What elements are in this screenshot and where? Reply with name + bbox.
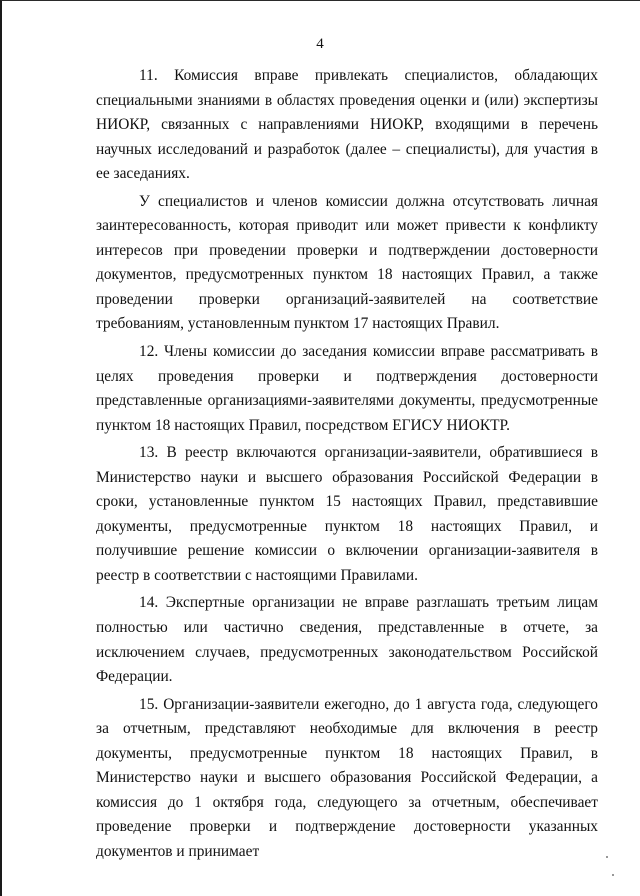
- scan-speck: [612, 874, 614, 876]
- paragraph-14: 14. Экспертные организации не вправе разглашать третьим лицам полностью или частично сведения, представленные в отчете, за исключением случаев, предусмотренных законодательством Российской Федерации.: [96, 594, 598, 686]
- paragraph-11: 11. Комиссия вправе привлекать специалистов, обладающих специальными знаниями в областях проведения оценки и (или) экспертизы НИОКР, связанных с направлениями НИОКР, входящими в перечень научных исследований и разработок (далее – специалисты), для участия в ее заседаниях.: [96, 67, 598, 183]
- paragraph-13: 13. В реестр включаются организации-заявители, обратившиеся в Министерство науки и высшего образования Российской Федерации в сроки, установленные пунктом 15 настоящих Правил, представившие документы, предусмотренные пунктом 18 настоящих Правил, и получившие решение комиссии о включении организации-заявителя в реестр в соответствии с настоящими Правилами.: [96, 444, 598, 584]
- paragraph-12: 12. Члены комиссии до заседания комиссии вправе рассматривать в целях проведения проверки и подтверждения достоверности представленные организациями-заявителями документы, предусмотренные пунктом 18 настоящих Правил, посредством ЕГИСУ НИОКТР.: [96, 343, 598, 434]
- paragraph-15: 15. Организации-заявители ежегодно, до 1 августа года, следующего за отчетным, представляют необходимые для включения в реестр документы, предусмотренные пунктом 18 настоящих Правил, в Министерство науки и высшего образования Российской Федерации, а комиссия до 1 октября года, следующего за отчетным, обеспечивает проведение проверки и подтверждение достоверности указанных документов и принимает: [96, 695, 598, 860]
- paragraph-11-conflict-of-interest: У специалистов и членов комиссии должна отсутствовать личная заинтересованность, которая приводит или может привести к конфликту интересов при проведении проверки и подтверждении достоверности документов, предусмотренных пунктом 18 настоящих Правил, а также проведении проверки организаций-заявителей на соответствие требованиям, установленным пунктом 17 настоящих Правил.: [96, 192, 598, 333]
- scan-speck: [606, 856, 608, 858]
- document-body: [96, 64, 598, 865]
- page-number: 4: [316, 36, 324, 52]
